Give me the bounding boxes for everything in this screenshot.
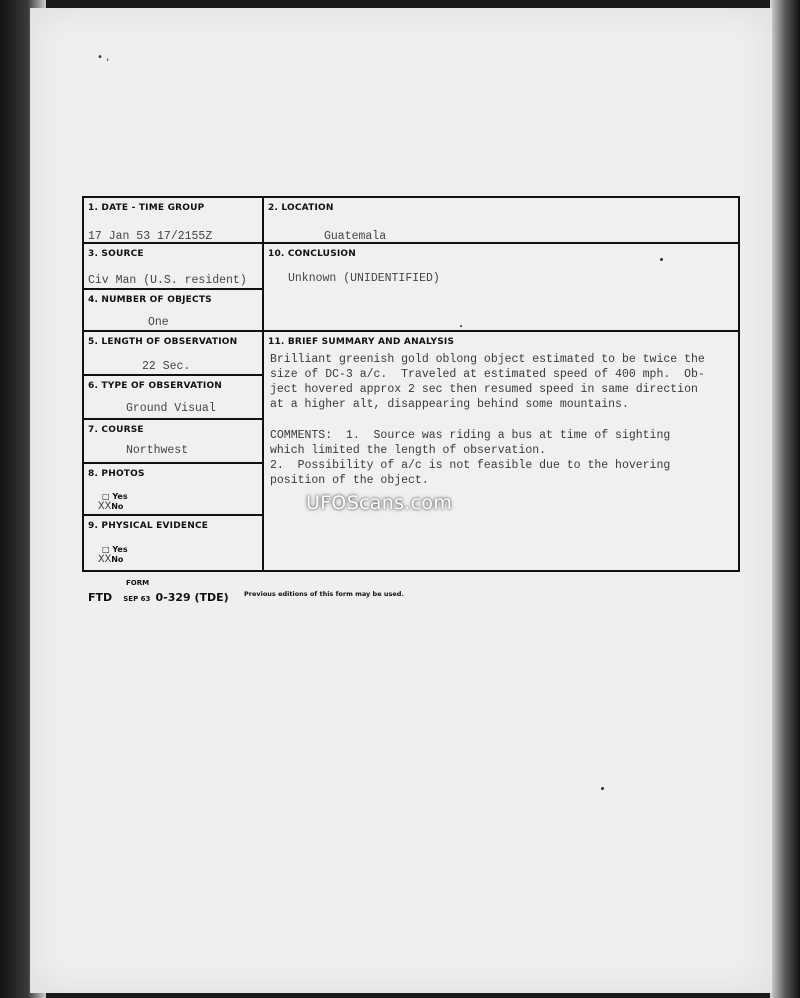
photos-label: 8. PHOTOS — [88, 469, 145, 479]
number-of-objects-value: One — [148, 316, 169, 329]
photos-no-label: No — [111, 502, 124, 511]
photos-cell — [84, 464, 264, 516]
conclusion-cell — [264, 244, 738, 332]
speck — [601, 787, 604, 790]
source-cell — [84, 244, 264, 290]
length-of-observation-value: 22 Sec. — [142, 360, 191, 373]
brief-summary-paragraph: Brilliant greenish gold oblong object estimated to be twice the size of DC-3 a/c. Traveled at estimated speed of 400 mph. Ob- ject hovered approx 2 sec then resumed speed in same direction at a higher alt, disappearing behind some mountains. — [270, 353, 705, 411]
photos-no-option — [98, 501, 123, 513]
ftd-label: FTD — [88, 591, 113, 604]
conclusion-label: 10. CONCLUSION — [268, 249, 357, 259]
physical-evidence-no-label: No — [111, 555, 124, 564]
photos-yes-option: □ Yes — [102, 492, 128, 501]
form-date: SEP 63 — [123, 595, 151, 603]
form-number: 0-329 (TDE) — [155, 591, 229, 604]
source-label: 3. SOURCE — [88, 249, 144, 259]
date-time-value: 17 Jan 53 17/2155Z — [88, 230, 213, 243]
date-time-label: 1. DATE - TIME GROUP — [88, 203, 205, 213]
course-cell — [84, 420, 264, 464]
photos-yes-label: Yes — [112, 492, 128, 501]
number-of-objects-label: 4. NUMBER OF OBJECTS — [88, 295, 212, 305]
sighting-report-form — [82, 196, 740, 572]
watermark: UFOScans.com — [306, 492, 453, 514]
form-footer — [88, 579, 404, 605]
physical-evidence-yes-option: □ Yes — [102, 545, 128, 554]
previous-editions-note: Previous editions of this form may be used. — [244, 590, 404, 598]
form-label: FORM — [126, 579, 150, 587]
speck — [460, 325, 462, 327]
physical-evidence-no-option — [98, 554, 123, 566]
location-label: 2. LOCATION — [268, 203, 334, 213]
length-of-observation-label: 5. LENGTH OF OBSERVATION — [88, 337, 238, 347]
physical-evidence-yes-label: Yes — [112, 545, 128, 554]
physical-evidence-no-check-mark: XX — [98, 554, 112, 566]
date-time-cell — [84, 198, 264, 244]
source-value: Civ Man (U.S. resident) — [88, 274, 247, 287]
conclusion-value: Unknown (UNIDENTIFIED) — [288, 272, 440, 285]
physical-evidence-label: 9. PHYSICAL EVIDENCE — [88, 521, 209, 531]
course-label: 7. COURSE — [88, 425, 144, 435]
speck — [660, 258, 663, 261]
location-cell — [264, 198, 738, 244]
scan-right-edge — [770, 0, 800, 998]
brief-summary-label: 11. BRIEF SUMMARY AND ANALYSIS — [268, 337, 455, 347]
number-of-objects-cell — [84, 290, 264, 332]
comments-paragraph: COMMENTS: 1. Source was riding a bus at time of sighting which limited the length of observation. 2. Possibility of a/c is not feasible due to the hovering position of the object. — [270, 429, 671, 487]
course-value: Northwest — [126, 444, 189, 457]
type-of-observation-value: Ground Visual — [126, 402, 216, 415]
length-of-observation-cell — [84, 332, 264, 376]
location-value: Guatemala — [324, 230, 387, 243]
type-of-observation-label: 6. TYPE OF OBSERVATION — [88, 381, 223, 391]
physical-evidence-cell — [84, 516, 264, 570]
page-mark: • , — [97, 52, 110, 63]
type-of-observation-cell — [84, 376, 264, 420]
photos-no-check-mark: XX — [98, 501, 112, 513]
brief-summary-cell — [264, 332, 738, 570]
